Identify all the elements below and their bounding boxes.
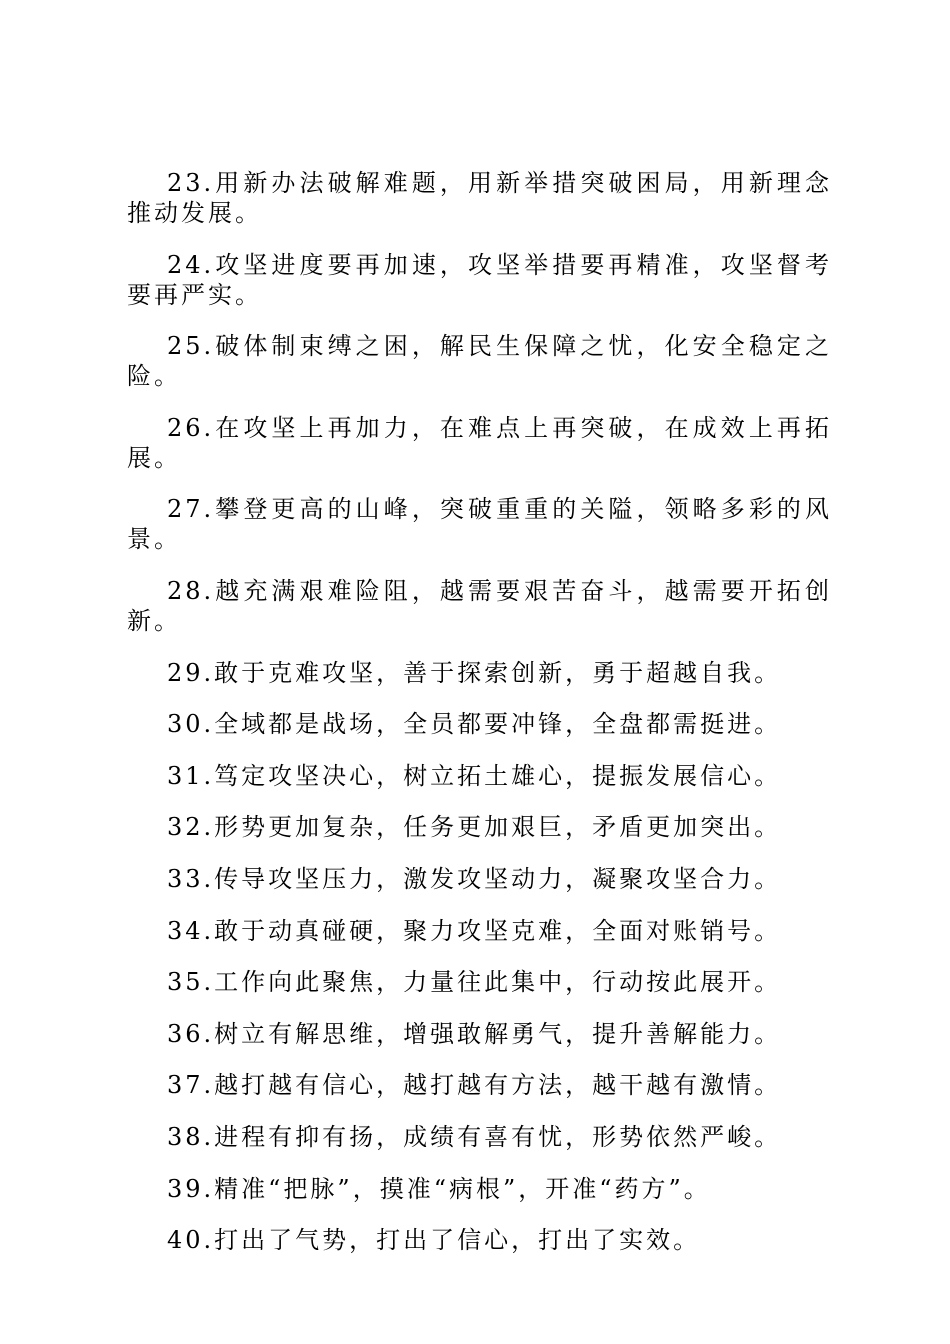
paragraph-23: 23.用新办法破解难题，用新举措突破困局，用新理念推动发展。 [127, 169, 832, 227]
paragraph-38: 38.进程有抑有扬，成绩有喜有忧，形势依然严峻。 [167, 1122, 782, 1151]
paragraph-35: 35.工作向此聚焦，力量往此集中，行动按此展开。 [167, 968, 782, 997]
paragraph-40: 40.打出了气势，打出了信心，打出了实效。 [167, 1226, 701, 1255]
paragraph-24: 24.攻坚进度要再加速，攻坚举措要再精准，攻坚督考要再严实。 [127, 250, 832, 309]
paragraph-31: 31.笃定攻坚决心，树立拓土雄心，提振发展信心。 [167, 761, 782, 790]
paragraph-37: 37.越打越有信心，越打越有方法，越干越有激情。 [167, 1071, 782, 1100]
paragraph-29: 29.敢于克难攻坚，善于探索创新，勇于超越自我。 [167, 658, 782, 687]
paragraph-27: 27.攀登更高的山峰，突破重重的关隘，领略多彩的风景。 [127, 495, 832, 554]
paragraph-34: 34.敢于动真碰硬，聚力攻坚克难，全面对账销号。 [167, 916, 782, 945]
paragraph-30: 30.全域都是战场，全员都要冲锋，全盘都需挺进。 [167, 710, 782, 739]
paragraph-39: 39.精准“把脉”，摸准“病根”，开准“药方”。 [167, 1174, 711, 1203]
paragraph-25: 25.破体制束缚之困，解民生保障之忧，化安全稳定之险。 [127, 332, 832, 391]
paragraph-26: 26.在攻坚上再加力，在难点上再突破，在成效上再拓展。 [127, 413, 832, 472]
paragraph-33: 33.传导攻坚压力，激发攻坚动力，凝聚攻坚合力。 [167, 864, 782, 893]
paragraph-28: 28.越充满艰难险阻，越需要艰苦奋斗，越需要开拓创新。 [127, 576, 832, 635]
paragraph-36: 36.树立有解思维，增强敢解勇气，提升善解能力。 [167, 1019, 782, 1048]
document-body [127, 168, 832, 1277]
paragraph-32: 32.形势更加复杂，任务更加艰巨，矛盾更加突出。 [167, 813, 782, 842]
